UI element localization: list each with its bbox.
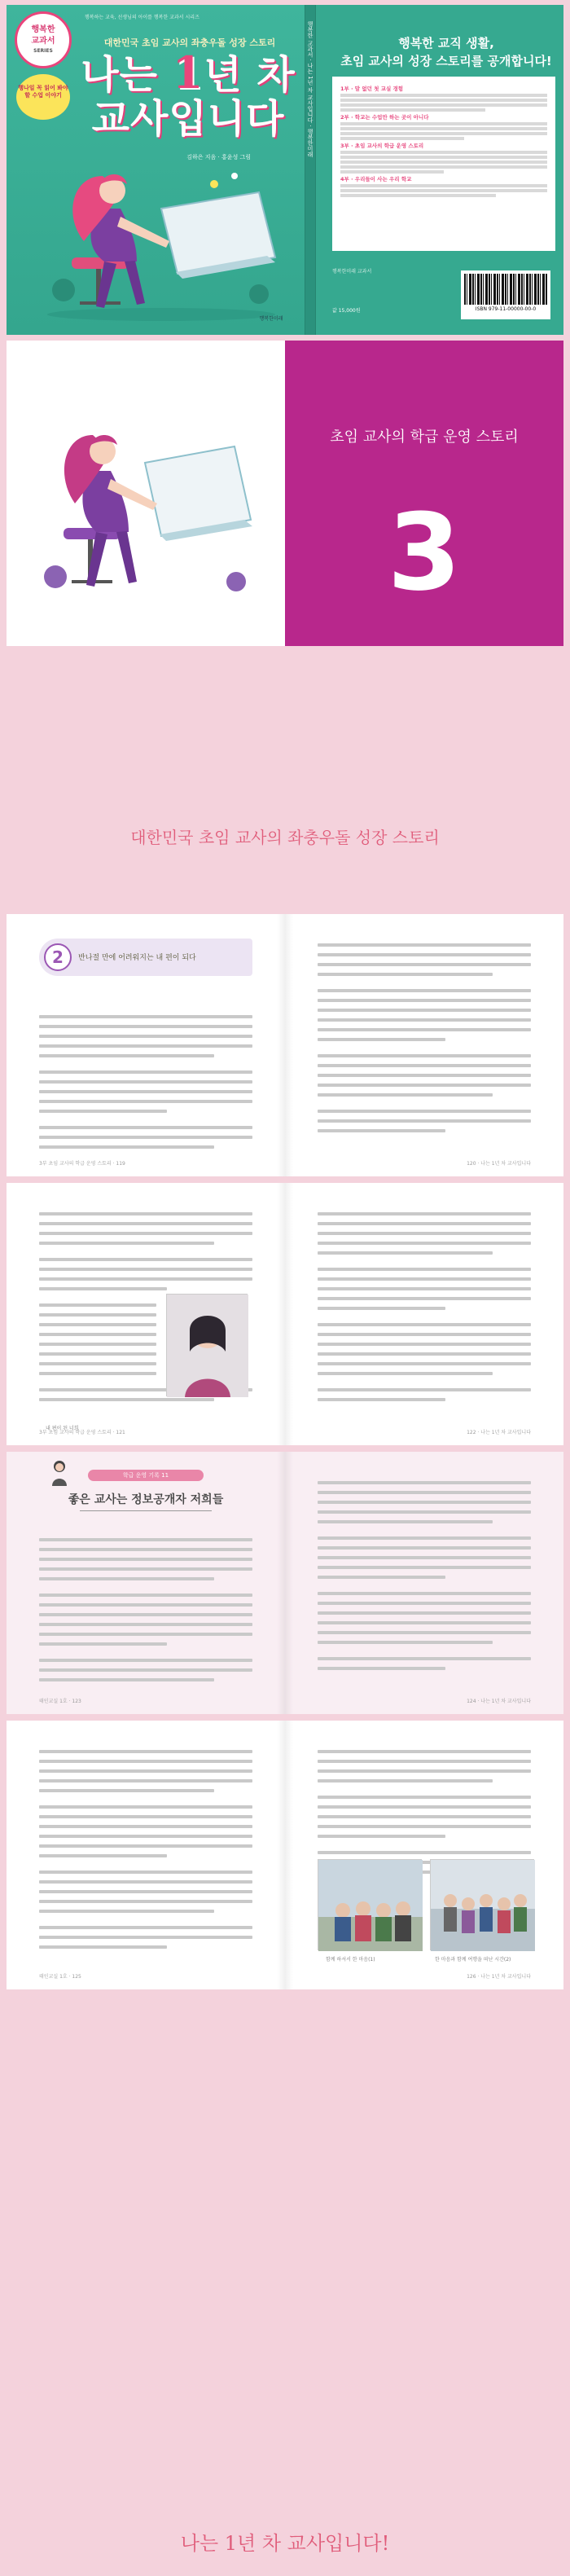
cover-subtitle: 대한민국 초임 교사의 좌충우돌 성장 스토리 bbox=[103, 37, 276, 48]
section-title: 반나절 만에 어려워지는 내 편이 되다 bbox=[78, 954, 196, 962]
body-text bbox=[39, 1538, 252, 1681]
cover-author: 김하은 지음 · 홍윤성 그림 bbox=[186, 154, 251, 160]
section-number: 2 bbox=[44, 943, 72, 971]
content-spread-2 bbox=[7, 1183, 563, 1445]
barcode-bars bbox=[464, 274, 547, 305]
chapter-left-page bbox=[7, 341, 285, 646]
teacher-desk-illustration bbox=[39, 160, 283, 323]
body-text bbox=[318, 1750, 531, 1874]
cover-title-line2: 교사입니다 bbox=[91, 96, 285, 142]
record-tab: 학급 운영 기록 11 bbox=[88, 1470, 204, 1481]
chapter-opener-spread bbox=[7, 341, 563, 646]
spread2-right-page bbox=[285, 1183, 563, 1445]
back-headline-line1: 행복한 교직 생활, bbox=[398, 36, 494, 51]
isbn-number: ISBN 979-11-00000-00-0 bbox=[475, 306, 537, 312]
page-footer-right: 122 · 나는 1년 차 교사입니다 bbox=[467, 1430, 531, 1435]
body-text bbox=[318, 1212, 531, 1401]
back-headline-line2: 초임 교사의 성장 스토리를 공개합니다! bbox=[340, 54, 552, 68]
photo-caption-2: 한 마음과 함께 여행을 떠난 시간(2) bbox=[435, 1957, 511, 1963]
book-gutter bbox=[277, 1183, 293, 1445]
spread1-left-page bbox=[7, 914, 285, 1176]
book-gutter bbox=[277, 1721, 293, 1989]
record-title: 좋은 교사는 정보공개자 저희들 bbox=[68, 1493, 224, 1506]
body-text bbox=[318, 1481, 531, 1670]
teacher-illustration bbox=[23, 398, 267, 626]
section-banner bbox=[39, 939, 252, 976]
back-summary-box bbox=[332, 77, 555, 251]
class-photo-1 bbox=[318, 1859, 422, 1950]
spread3-right-page bbox=[285, 1452, 563, 1714]
spread3-left-page bbox=[7, 1452, 285, 1714]
content-spread-3 bbox=[7, 1452, 563, 1714]
page-footer-right: 126 · 나는 1년 차 교사입니다 bbox=[467, 1974, 531, 1980]
section-caption-top: 대한민국 초임 교사의 좌충우돌 성장 스토리 bbox=[130, 828, 440, 847]
book-gutter bbox=[277, 1452, 293, 1714]
page-footer-left: 태인교실 1호 · 123 bbox=[39, 1699, 81, 1704]
page-footer-left: 태인교실 1호 · 125 bbox=[39, 1974, 81, 1980]
chapter-number: 3 bbox=[387, 490, 462, 614]
recommend-badge: 행나일 꼭 읽어 봐야 할 수업 이야기 bbox=[16, 74, 70, 120]
page-footer-left: 3부 초임 교사의 학급 운영 스토리 · 119 bbox=[39, 1161, 125, 1167]
student-photo-image bbox=[167, 1295, 248, 1397]
back-section-heading: 4부 · 우리들이 사는 우리 학교 bbox=[340, 176, 412, 182]
content-spread-1 bbox=[7, 914, 563, 1176]
body-text bbox=[39, 1015, 252, 1149]
photo-caption-1: 함께 하셔서 한 마음(1) bbox=[326, 1957, 375, 1963]
series-badge-line1: 행복한 bbox=[31, 25, 55, 34]
cover-title bbox=[72, 46, 305, 142]
back-headline bbox=[332, 34, 560, 70]
body-text bbox=[318, 943, 531, 1132]
isbn-barcode bbox=[461, 270, 550, 319]
spread1-right-page bbox=[285, 914, 563, 1176]
body-text bbox=[39, 1750, 252, 1949]
spine-text: 행복한 교과서 · 나는 1년 차 교사입니다 · 행복한미래 bbox=[307, 21, 314, 157]
photo-caption: 내 편이 된 너희 bbox=[46, 1426, 79, 1431]
student-photo bbox=[166, 1294, 248, 1396]
series-badge bbox=[15, 11, 72, 68]
section-caption-bottom: 나는 1년 차 교사입니다! bbox=[180, 2532, 390, 2555]
class-photo-2-image bbox=[431, 1860, 535, 1951]
page-footer-right: 120 · 나는 1년 차 교사입니다 bbox=[467, 1161, 531, 1167]
back-section-heading: 1부 · 말 없던 첫 교실 경험 bbox=[340, 86, 404, 92]
publisher-logo: 행복한미래 bbox=[259, 316, 283, 322]
chapter-title: 초임 교사의 학급 운영 스토리 bbox=[330, 429, 519, 446]
cover-tagline: 행복하는 교육, 선생님의 아이를 행복한 교과서 시리즈 bbox=[85, 15, 200, 20]
cover-title-part2: 년 차 bbox=[204, 52, 296, 98]
back-footer: 행복한미래 교과서 bbox=[332, 269, 372, 275]
cover-title-one: 1 bbox=[172, 46, 204, 99]
title-underline bbox=[80, 1510, 212, 1511]
content-spread-4 bbox=[7, 1721, 563, 1989]
spread4-left-page bbox=[7, 1721, 285, 1989]
price-label: 값 15,000원 bbox=[332, 308, 361, 314]
class-photo-2 bbox=[430, 1859, 534, 1950]
back-section-heading: 3부 · 초임 교사의 학급 운영 스토리 bbox=[340, 143, 424, 149]
girl-icon bbox=[47, 1458, 72, 1486]
page-footer-right: 124 · 나는 1년 차 교사입니다 bbox=[467, 1699, 531, 1704]
class-photo-1-image bbox=[318, 1860, 423, 1951]
back-section-heading: 2부 · 학교는 수업만 하는 곳이 아니다 bbox=[340, 114, 429, 121]
page-footer-left: 3부 초임 교사의 학급 운영 스토리 · 121 bbox=[39, 1430, 125, 1435]
series-badge-sub: SERIES bbox=[33, 48, 53, 54]
series-badge-line2: 교과서 bbox=[31, 37, 55, 46]
book-gutter bbox=[277, 914, 293, 1176]
book-cover-spread bbox=[7, 5, 563, 335]
cover-title-part1: 나는 bbox=[81, 52, 173, 98]
